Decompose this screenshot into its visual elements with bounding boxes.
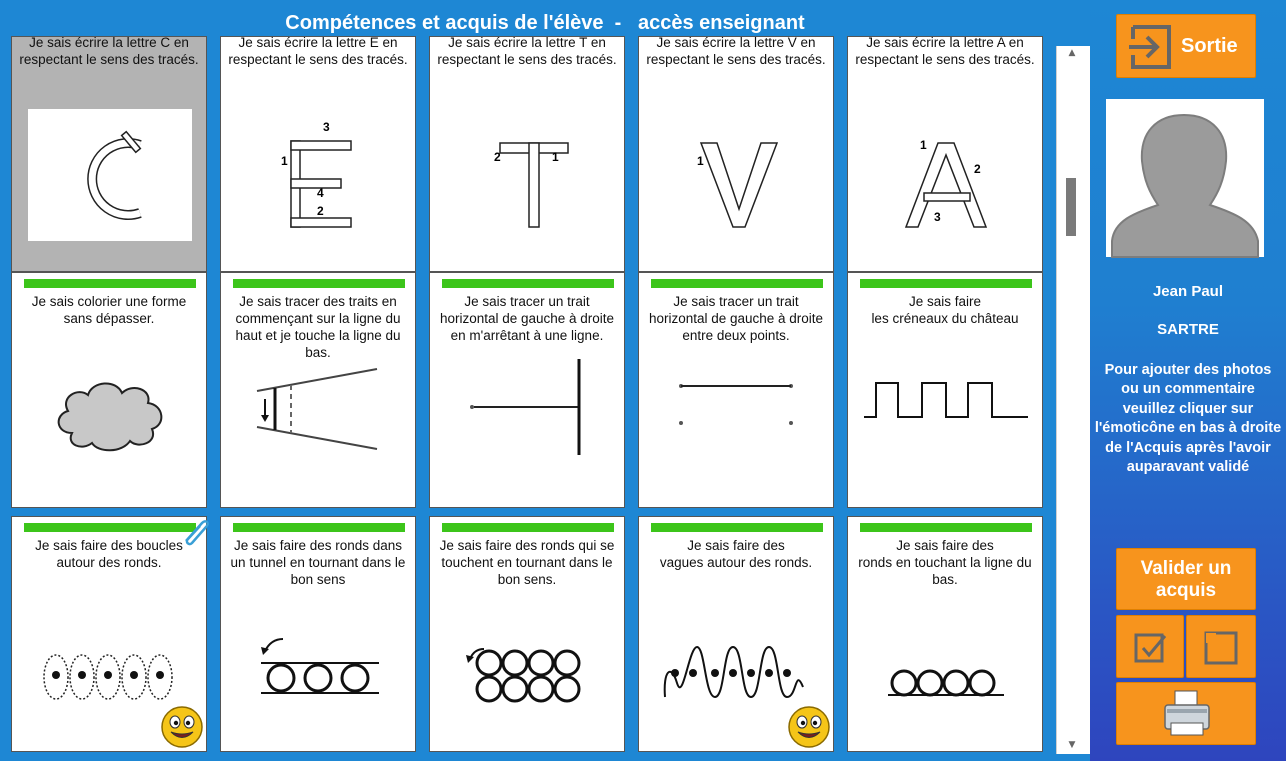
card-label: Je sais écrire la lettre A en respectant le sens des tracés. <box>855 35 1035 67</box>
bottom-border <box>0 754 1090 761</box>
uncheck-all-button[interactable] <box>1186 615 1256 678</box>
card-label: Je sais écrire la lettre C en respectant le sens des tracés. <box>19 35 199 67</box>
card-label: Je sais faire des vagues autour des ronds. <box>659 538 813 570</box>
card-label: Je sais tracer des traits en commençant sur la ligne du haut et je touche la ligne du bas. <box>235 294 401 360</box>
print-button[interactable] <box>1116 682 1256 745</box>
exit-icon <box>1127 23 1175 71</box>
exit-button[interactable] <box>1116 14 1256 78</box>
skill-card-between-points[interactable] <box>638 272 834 508</box>
skill-card-letter-e[interactable] <box>220 36 416 272</box>
svg-text:1: 1 <box>552 150 559 164</box>
svg-text:1: 1 <box>281 154 288 168</box>
svg-text:2: 2 <box>974 162 981 176</box>
svg-text:2: 2 <box>317 204 324 218</box>
skill-card-circles-tunnel[interactable] <box>220 516 416 752</box>
card-label: Je sais faire des boucles autour des ronds. <box>35 538 183 570</box>
card-label: Je sais faire les créneaux du château <box>871 294 1019 326</box>
svg-text:2: 2 <box>494 150 501 164</box>
letter-v-icon <box>639 109 835 229</box>
card-label: Je sais écrire la lettre T en respectant le sens des tracés. <box>437 35 617 67</box>
progress-bar <box>233 279 405 288</box>
progress-bar <box>442 279 614 288</box>
waves-around-dots-icon <box>639 587 835 707</box>
progress-bar <box>24 523 196 532</box>
skill-card-letter-c[interactable] <box>11 36 207 272</box>
scroll-down-arrow-icon[interactable]: ▼ <box>1068 740 1076 750</box>
letter-e-icon <box>221 109 417 229</box>
letter-a-icon <box>848 109 1044 229</box>
svg-text:3: 3 <box>934 210 941 224</box>
progress-bar <box>233 523 405 532</box>
progress-bar <box>24 279 196 288</box>
paperclip-icon[interactable] <box>180 517 210 545</box>
progress-bar <box>651 523 823 532</box>
validate-acquis-button[interactable]: Valider un acquis <box>1116 548 1256 610</box>
funnel-lines-icon <box>221 343 417 463</box>
instructions-text: Pour ajouter des photos ou un commentaire veuillez cliquer sur l'émoticône en bas à droite de l'Acquis après l'avoir auparavant validé <box>1094 362 1282 476</box>
card-label: Je sais écrire la lettre V en respectant le sens des tracés. <box>646 35 826 67</box>
skill-card-coloring[interactable] <box>11 272 207 508</box>
sidebar <box>1090 0 1286 761</box>
card-label: Je sais tracer un trait horizontal de gauche à droite en m'arrêtant à une ligne. <box>439 294 615 343</box>
circles-tunnel-icon <box>221 587 417 707</box>
touching-circles-icon <box>430 587 626 707</box>
progress-bar <box>860 279 1032 288</box>
skill-card-loops-around-dots[interactable] <box>11 516 207 752</box>
circles-on-line-icon <box>848 587 1044 707</box>
castle-crenels-icon <box>848 343 1044 463</box>
card-label: Je sais faire des ronds en touchant la ligne du bas. <box>858 538 1032 587</box>
card-label: Je sais faire des ronds dans un tunnel en tournant dans le bon sens <box>230 538 406 587</box>
loops-around-dots-icon <box>12 587 208 707</box>
skill-card-letter-t[interactable] <box>429 36 625 272</box>
skills-grid <box>0 35 1056 754</box>
smiley-icon[interactable] <box>160 705 204 749</box>
cloud-shape-icon <box>12 343 208 463</box>
skill-card-funnel-lines[interactable] <box>220 272 416 508</box>
skill-card-touching-circles[interactable] <box>429 516 625 752</box>
check-all-button[interactable] <box>1116 615 1184 678</box>
checkbox-checked-icon <box>1133 630 1169 666</box>
printer-icon <box>1161 689 1213 739</box>
card-label: Je sais tracer un trait horizontal de gauche à droite entre deux points. <box>648 294 824 343</box>
vertical-scrollbar[interactable] <box>1056 46 1088 754</box>
skill-card-circles-on-line[interactable] <box>847 516 1043 752</box>
svg-text:4: 4 <box>317 186 324 200</box>
scroll-up-arrow-icon[interactable]: ▲ <box>1068 48 1076 58</box>
smiley-icon[interactable] <box>787 705 831 749</box>
card-label: Je sais écrire la lettre E en respectant le sens des tracés. <box>228 35 408 67</box>
exit-label: Sortie <box>1181 35 1238 57</box>
card-label: Je sais faire des ronds qui se touchent en tournant dans le bon sens. <box>439 538 615 587</box>
card-label: Je sais colorier une forme sans dépasser. <box>31 294 187 326</box>
skill-card-waves-around-dots[interactable] <box>638 516 834 752</box>
scroll-thumb[interactable] <box>1066 178 1076 236</box>
horizontal-to-line-icon <box>430 343 626 463</box>
svg-text:3: 3 <box>323 120 330 134</box>
progress-bar <box>442 523 614 532</box>
letter-t-icon <box>430 109 626 229</box>
page-title: Compétences et acquis de l'élève - accès enseignant <box>0 0 1090 46</box>
letter-c-icon <box>12 109 208 229</box>
skill-card-letter-v[interactable] <box>638 36 834 272</box>
svg-text:1: 1 <box>920 138 927 152</box>
avatar <box>1106 99 1264 257</box>
skill-card-letter-a[interactable] <box>847 36 1043 272</box>
skill-card-castle-crenels[interactable] <box>847 272 1043 508</box>
checkbox-empty-icon <box>1203 630 1239 666</box>
progress-bar <box>860 523 1032 532</box>
svg-text:1: 1 <box>697 154 704 168</box>
progress-bar <box>651 279 823 288</box>
student-first-name: Jean Paul <box>1152 283 1224 300</box>
between-points-icon <box>639 343 835 463</box>
student-last-name: SARTRE <box>1157 321 1219 338</box>
skill-card-horizontal-to-line[interactable] <box>429 272 625 508</box>
